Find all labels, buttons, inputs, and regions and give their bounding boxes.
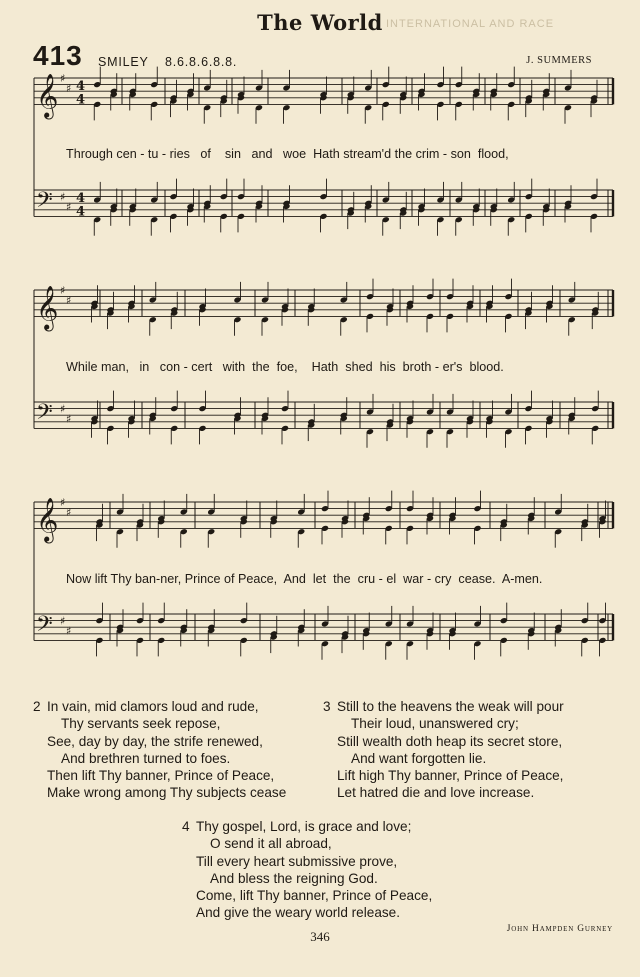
sharp-icon: ♯ xyxy=(66,412,72,426)
sharp-icon: ♯ xyxy=(66,81,72,95)
verse-line: See, day by day, the strife renewed, xyxy=(47,733,263,749)
verse-line: And bless the reigning God. xyxy=(210,870,378,886)
verse-line: Make wrong among Thy subjects cease xyxy=(47,785,287,801)
sharp-icon: ♯ xyxy=(60,496,66,509)
time-signature: 4 xyxy=(76,204,86,220)
verse-4 xyxy=(182,818,433,922)
page-number: 346 xyxy=(310,929,330,944)
sharp-icon: ♯ xyxy=(60,190,66,204)
sharp-icon: ♯ xyxy=(66,505,72,519)
author: John Hampden Gurney xyxy=(506,924,613,934)
verse-line: Still to the heavens the weak will pour xyxy=(337,699,564,714)
time-signature: 4 xyxy=(76,191,86,207)
verse-number: 2 xyxy=(33,699,41,714)
bleed-through-text: INTERNATIONAL AND RACE xyxy=(385,18,555,30)
verse-line: And brethren turned to foes. xyxy=(61,750,231,766)
verse-line: Lift high Thy banner, Prince of Peace, xyxy=(337,768,564,784)
bass-clef-icon: 𝄢 xyxy=(36,399,53,430)
verse-line: Thy gospel, Lord, is grace and love; xyxy=(196,819,412,834)
verse-line: Come, lift Thy banner, Prince of Peace, xyxy=(196,888,433,904)
tune-name: SMILEY xyxy=(98,55,149,69)
verse-2 xyxy=(33,698,287,802)
sharp-icon: ♯ xyxy=(66,293,72,307)
verse-number: 3 xyxy=(323,699,331,714)
sharp-icon: ♯ xyxy=(60,72,66,85)
verse-line: Still wealth doth heap its secret store, xyxy=(337,733,563,749)
treble-clef-icon: 𝄞 xyxy=(36,73,59,118)
verse-line: Thy servants seek repose, xyxy=(61,716,221,732)
hymn-number: 413 xyxy=(33,40,83,71)
verse-line: And want forgotten lie. xyxy=(351,750,487,766)
time-signature: 4 xyxy=(76,92,86,108)
lyric-line-1: Through cen - tu - ries of sin and woe Hath stream'd the crim - son flood, xyxy=(66,147,509,161)
verse-line: O send it all abroad, xyxy=(210,836,332,852)
sharp-icon: ♯ xyxy=(60,402,66,416)
lyric-line-2: While man, in con - cert with the foe, Hath shed his broth - er's blood. xyxy=(66,360,504,374)
sharp-icon: ♯ xyxy=(66,624,72,638)
page-title: The World xyxy=(257,10,383,35)
verse-line: In vain, mid clamors loud and rude, xyxy=(47,699,259,714)
treble-clef-icon: 𝄞 xyxy=(36,497,59,542)
verse-line: Then lift Thy banner, Prince of Peace, xyxy=(47,768,275,784)
sharp-icon: ♯ xyxy=(60,614,66,628)
verse-line: And give the weary world release. xyxy=(196,905,401,921)
time-signature: 4 xyxy=(76,79,86,95)
verse-line: Let hatred die and love increase. xyxy=(337,785,535,801)
treble-clef-icon: 𝄞 xyxy=(36,285,59,330)
bass-clef-icon: 𝄢 xyxy=(36,611,53,642)
sharp-icon: ♯ xyxy=(60,284,66,297)
verse-line: Till every heart submissive prove, xyxy=(196,853,398,869)
verse-line: Their loud, unanswered cry; xyxy=(351,716,519,732)
verse-3 xyxy=(323,698,564,802)
sharp-icon: ♯ xyxy=(66,200,72,214)
lyric-line-3: Now lift Thy ban-ner, Prince of Peace, And let the cru - el war - cry cease. A-men. xyxy=(66,572,543,586)
tune-meter: 8.6.8.6.8.8. xyxy=(165,55,238,69)
verse-number: 4 xyxy=(182,819,190,834)
bass-clef-icon: 𝄢 xyxy=(36,187,53,218)
composer: J. SUMMERS xyxy=(526,55,592,66)
